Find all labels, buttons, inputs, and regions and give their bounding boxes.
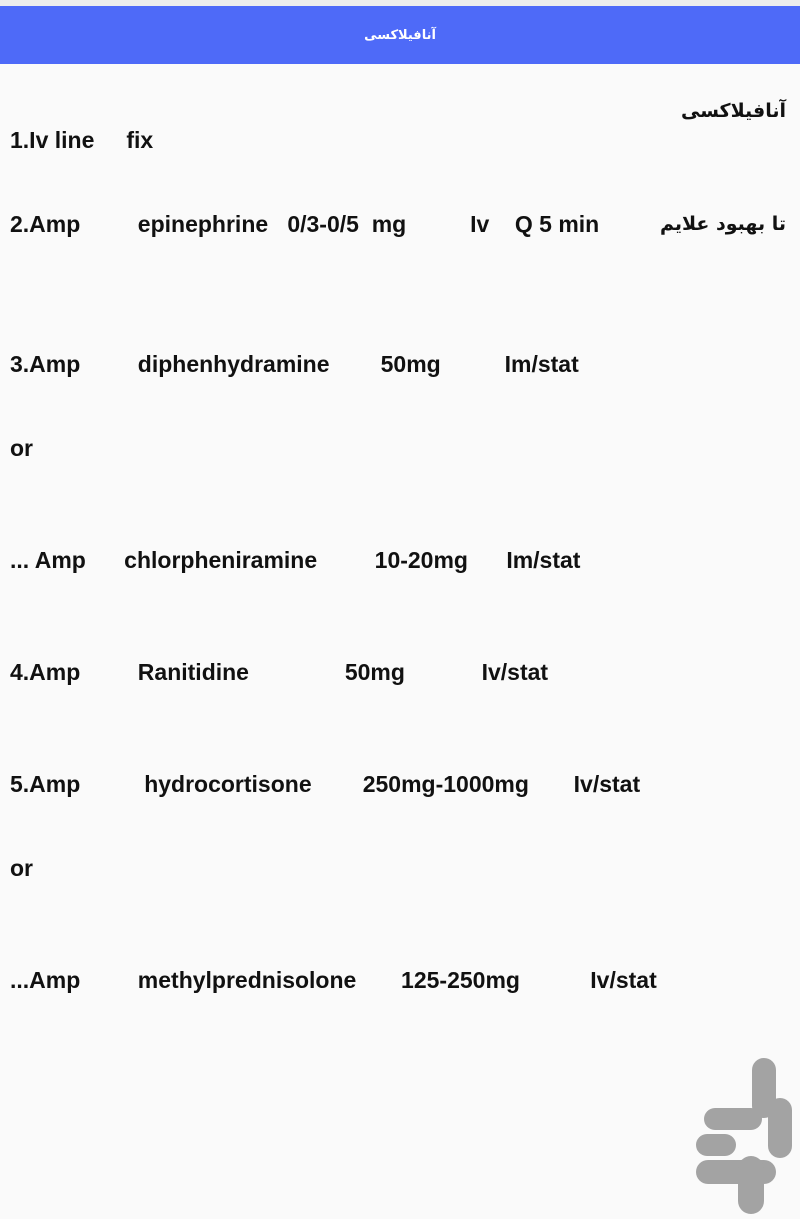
app-bar [0, 6, 800, 64]
store-logo-icon [690, 1056, 800, 1216]
instruction-line-2: 2.Amp epinephrine 0/3-0/5 mg Iv Q 5 min [10, 211, 600, 237]
instruction-line-3: 3.Amp diphenhydramine 50mg Im/stat [10, 351, 579, 377]
instruction-line-5: 5.Amp hydrocortisone 250mg-1000mg Iv/stat [10, 771, 641, 797]
instruction-or-1: or [10, 435, 33, 461]
content-area [0, 64, 800, 1219]
instruction-line-4: 4.Amp Ranitidine 50mg Iv/stat [10, 659, 549, 685]
app-bar-title: آنافیلاکسی [364, 27, 436, 43]
page-heading: آنافیلاکسی [680, 100, 786, 122]
instruction-line-2-note: تا بهبود علایم [659, 213, 786, 235]
instruction-line-5-alt: ...Amp methylprednisolone 125-250mg Iv/stat [10, 967, 657, 993]
instruction-line-1: 1.Iv line fix [10, 127, 154, 153]
instruction-line-3-alt: ... Amp chlorpheniramine 10-20mg Im/stat [10, 547, 581, 573]
instruction-or-2: or [10, 855, 33, 881]
